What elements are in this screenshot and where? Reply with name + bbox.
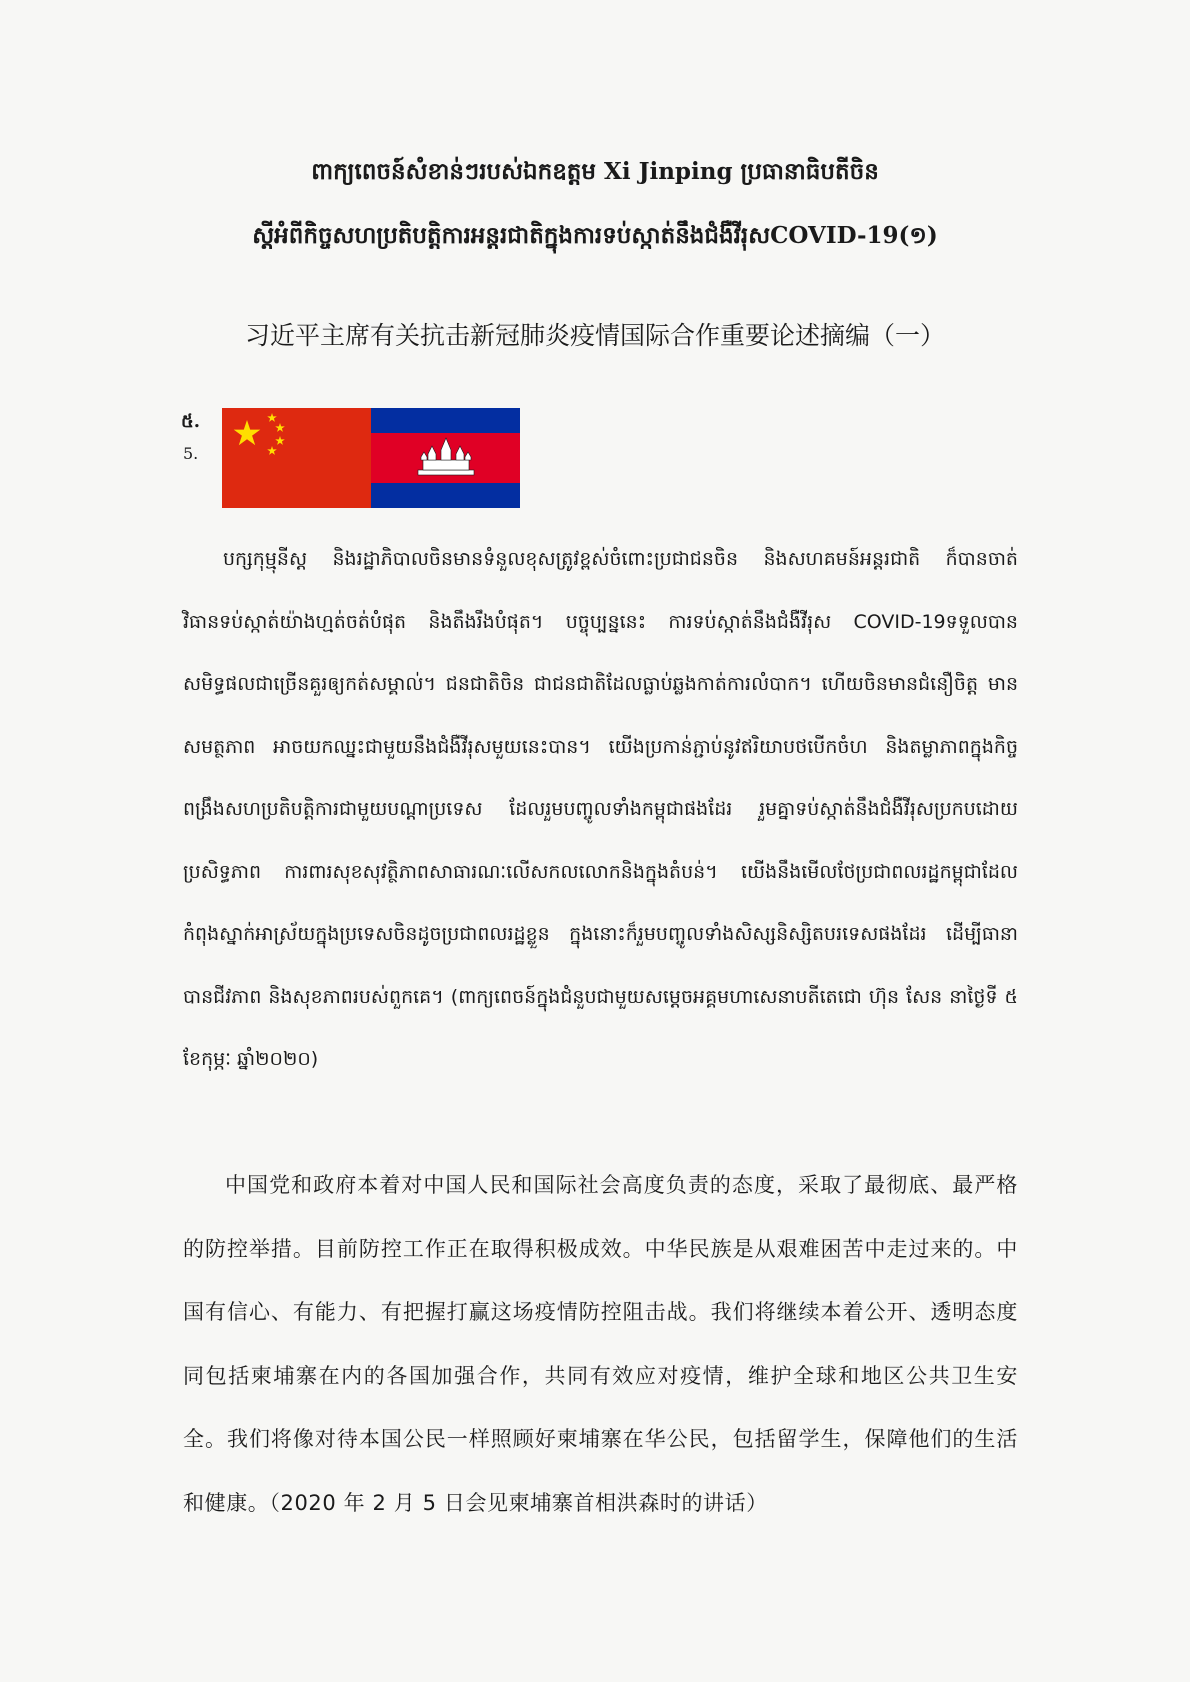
khmer-title-line-2: ស្តីអំពីកិច្ចសហប្រតិបត្តិការអន្តរជាតិក្នុងការទប់ស្កាត់នឹងជំងឺវីរុសCOVID-19(១) xyxy=(252,222,938,249)
flags-image xyxy=(222,408,520,508)
chinese-paragraph: 中国党和政府本着对中国人民和国际社会高度负责的态度，采取了最彻底、最严格的防控举措。目前防控工作正在取得积极成效。中华民族是从艰难困苦中走过来的。中国有信心、有能力、有把握打赢这场疫情防控阻击战。我们将继续本着公开、透明态度同包括柬埔寨在内的各国加强合作，共同有效应对疫情，维护全球和地区公共卫生安全。我们将像对待本国公民一样照顾好柬埔寨在华公民，包括留学生，保障他们的生活和健康。（2020 年 2 月 5 日会见柬埔寨首相洪森时的讲话） xyxy=(183,1173,1018,1515)
china-flag-icon xyxy=(222,408,371,508)
chinese-title: 习近平主席有关抗击新冠肺炎疫情国际合作重要论述摘编（一） xyxy=(244,321,945,350)
section-number-khmer: ៥. xyxy=(181,411,201,432)
cambodia-flag-icon xyxy=(371,408,520,508)
khmer-paragraph: បក្សកុម្មុនីស្ត និងរដ្ឋាភិបាលចិនមានទំនួលខុសត្រូវខ្ពស់ចំពោះប្រជាជនចិន និងសហគមន៍អន្តរជាតិ ក៏បានចាត់វិធានទប់ស្កាត់យ៉ាងហ្មត់ចត់បំផុត និងតឹងរឹងបំផុត។ បច្ចុប្បន្ននេះ ការទប់ស្កាត់នឹងជំងឺវីរុស COVID-19ទទួលបានសមិទ្ធផលជាច្រើនគួរឲ្យកត់សម្គាល់។ ជនជាតិចិន ជាជនជាតិដែលធ្លាប់ឆ្លងកាត់ការលំបាក។ ហើយចិនមានជំនឿចិត្ត មានសមត្ថភាព អាចយកឈ្នះជាមួយនឹងជំងឺវីរុសមួយនេះបាន។ យើងប្រកាន់ភ្ជាប់នូវឥរិយាបថបើកចំហ និងតម្លាភាពក្នុងកិច្ចពង្រឹងសហប្រតិបត្តិការជាមួយបណ្ដាប្រទេស ដែលរួមបញ្ចូលទាំងកម្ពុជាផងដែរ រួមគ្នាទប់ស្កាត់នឹងជំងឺវីរុសប្រកបដោយប្រសិទ្ធភាព ការពារសុខសុវត្ថិភាពសាធារណៈលើសកលលោកនិងក្នុងតំបន់។ យើងនឹងមើលថែប្រជាពលរដ្ឋកម្ពុជាដែលកំពុងស្នាក់អាស្រ័យក្នុងប្រទេសចិនដូចប្រជាពលរដ្ឋខ្លួន ក្នុងនោះក៏រួមបញ្ចូលទាំងសិស្សនិស្សិតបរទេសផងដែរ ដើម្បីធានាបានជីវភាព និងសុខភាពរបស់ពួកគេ។ (ពាក្យពេចន៍ក្នុងជំនួបជាមួយសម្ដេចអគ្គមហាសេនាបតីតេជោ ហ៊ុន សែន នាថ្ងៃទី ៥ ខែកុម្ភៈ ឆ្នាំ២០២០) xyxy=(183,548,1018,1070)
section-number: 5. xyxy=(183,444,199,463)
khmer-title-line-1: ពាក្យពេចន៍សំខាន់ៗរបស់ឯកឧត្តម Xi Jinping ប្រធានាធិបតីចិន xyxy=(311,158,879,185)
